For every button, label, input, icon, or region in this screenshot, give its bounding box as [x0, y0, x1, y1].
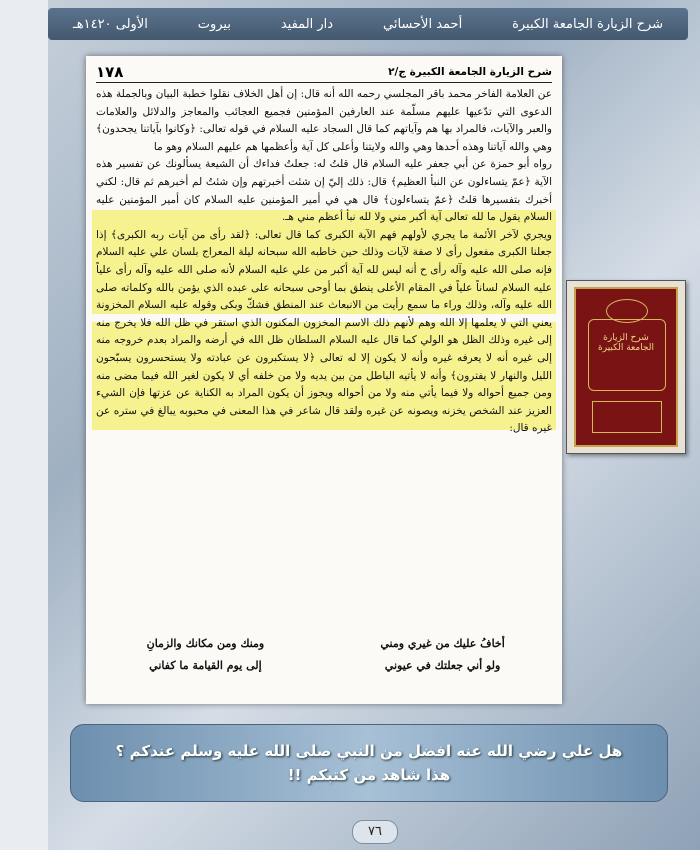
- verse-hemistich: إلى يوم القيامة ما كفاني: [149, 658, 262, 672]
- running-header: [96, 62, 552, 83]
- verse-hemistich: ومنك ومن مكانك والزمانِ: [146, 636, 265, 650]
- page-body: [96, 86, 552, 438]
- header-bar: [48, 8, 688, 40]
- header-title: شرح الزيارة الجامعة الكبيرة: [512, 16, 664, 32]
- banner-line-1: هل علي رضي الله عنه افضل من النبي صلى الله عليه وسلم عندكم ؟: [115, 742, 623, 760]
- footer-page-number: ٧٦: [352, 820, 398, 844]
- cover-author-panel: [592, 401, 662, 433]
- cover-title-panel: [588, 319, 666, 391]
- book-cover-image: [566, 280, 686, 454]
- book-page-number: ١٧٨: [96, 63, 124, 81]
- header-edition: الأولى ١٤٢٠هـ: [73, 16, 148, 32]
- verse-hemistich: ولو أني جعلتك في عيوني: [384, 658, 501, 672]
- scanned-book-page: [86, 56, 562, 704]
- poem-verses: [96, 632, 552, 676]
- paragraph-2: رواه أبو حمزة عن أبي جعفر عليه السلام قال قلتُ له: جعلتُ فداءك أن الشيعة يسألونك عن تفسير هذه الآية ﴿عمّ يتساءلون عن النبأ العظيم﴾ قال: ذلك إليّ إن شئت أخبرتهم وإن شئتُ لم أخبرهم ثم قال: لكني أخبرك بتفسيرها قلتُ ﴿عمّ يتساءلون﴾ قال هي في أمير المؤمنين عليه السلام كان أمير المؤمنين عليه السلام يقول ما لله تعالى آية أكبر مني ولا لله نبأ أعظم مني هـ.: [96, 158, 552, 224]
- paragraph-3: ويجري لآخر الأئمة ما يجري لأولهم فهم الآية الكبرى كما قال تعالى: ﴿لقد رأى من آيات ربه الكبرى﴾ إذا جعلنا الكبرى مفعول رأى لا صفة لآيات وذلك حين خاطبه الله سبحانه ليلة المعراج بلسان علي عليه السلام فإنه صلى الله عليه وآله رأى ح أنه ليس لله آية أكبر من علي عليه السلام لأنه صلى الله عليه وآله رأى علياً عليه السلام لساناً علياً في المقام الأعلى ينطق بما أوحى سبحانه على عبده الذي يؤمن بالله وكلماته صلى الله عليه وآله، وذلك وراء ما سمع رأيت من الانبعاث عند المنطق فشكّ وبكى وقوله عليه السلام المخزونة يعني التي لا يعلمها إلا الله وهم لأنهم ذلك الاسم المخزون المكنون الذي استقر في ظل الله فلا يخرج منه إلى غيره وذلك الظل هو الولي كما قال عليه السلام السلطان ظل الله في أرضه والمراد بعدم خروجه منه إلى غيره أنه لا يعرفه غيره وأنه لا يكون إلا له تعالى ﴿لا يستكبرون عن عبادته ولا يستحسرون يسبّحون الليل والنهار لا يفترون﴾ وأنه لا يأتيه الباطل من بين يديه ولا من خلفه أي لا يكون لغير الله فيما مضى منه ومن جميع أحواله ولا فيما يأتي منه ولا من أحواله ويجوز أن يكون المراد به الكناية عن عزتها فإن الشيء العزيز عند الشخص يخزنه ويصونه عن غيره ولقد قال شاعر في هذا المعنى في محبوبه يبالغ في ستره عن غيره قال:: [96, 228, 552, 435]
- verse-row: [96, 632, 552, 654]
- header-author: أحمد الأحسائي: [382, 16, 463, 32]
- running-title: شرح الزيارة الجامعة الكبيرة ج/٢: [388, 66, 552, 78]
- book-cover: [574, 287, 678, 447]
- paragraph-1: عن العلامة الفاخر محمد باقر المجلسي رحمه الله أنه قال: إن أهل الخلاف نقلوا خطبة البيان وبالجملة هذه الدعوى التي تدّعيها عليهم مسلّمة عند العارفين المؤمنين فجميع العجائب والمعاجز والدلائل والعلامات والعبر والآيات، فالمراد بها هم وآياتهم كما قال السجاد عليه السلام في قوله تعالى: ﴿وكانوا بآياتنا يجحدون﴾ وهي والله آياتنا وهذه أحدها وهي والله ولايتنا وأعلى كل آية وأعظمها هم عليهم السلام وهو ما: [96, 88, 552, 153]
- cover-title: شرح الزيارة الجامعة الكبيرة: [598, 333, 654, 353]
- question-banner: [70, 724, 668, 802]
- verse-row: [96, 654, 552, 676]
- banner-line-2: هذا شاهد من كتبكم !!: [287, 766, 451, 784]
- header-city: بيروت: [197, 16, 231, 32]
- header-publisher: دار المفيد: [280, 16, 334, 32]
- verse-hemistich: أخافُ عليك من غيري ومني: [380, 636, 505, 650]
